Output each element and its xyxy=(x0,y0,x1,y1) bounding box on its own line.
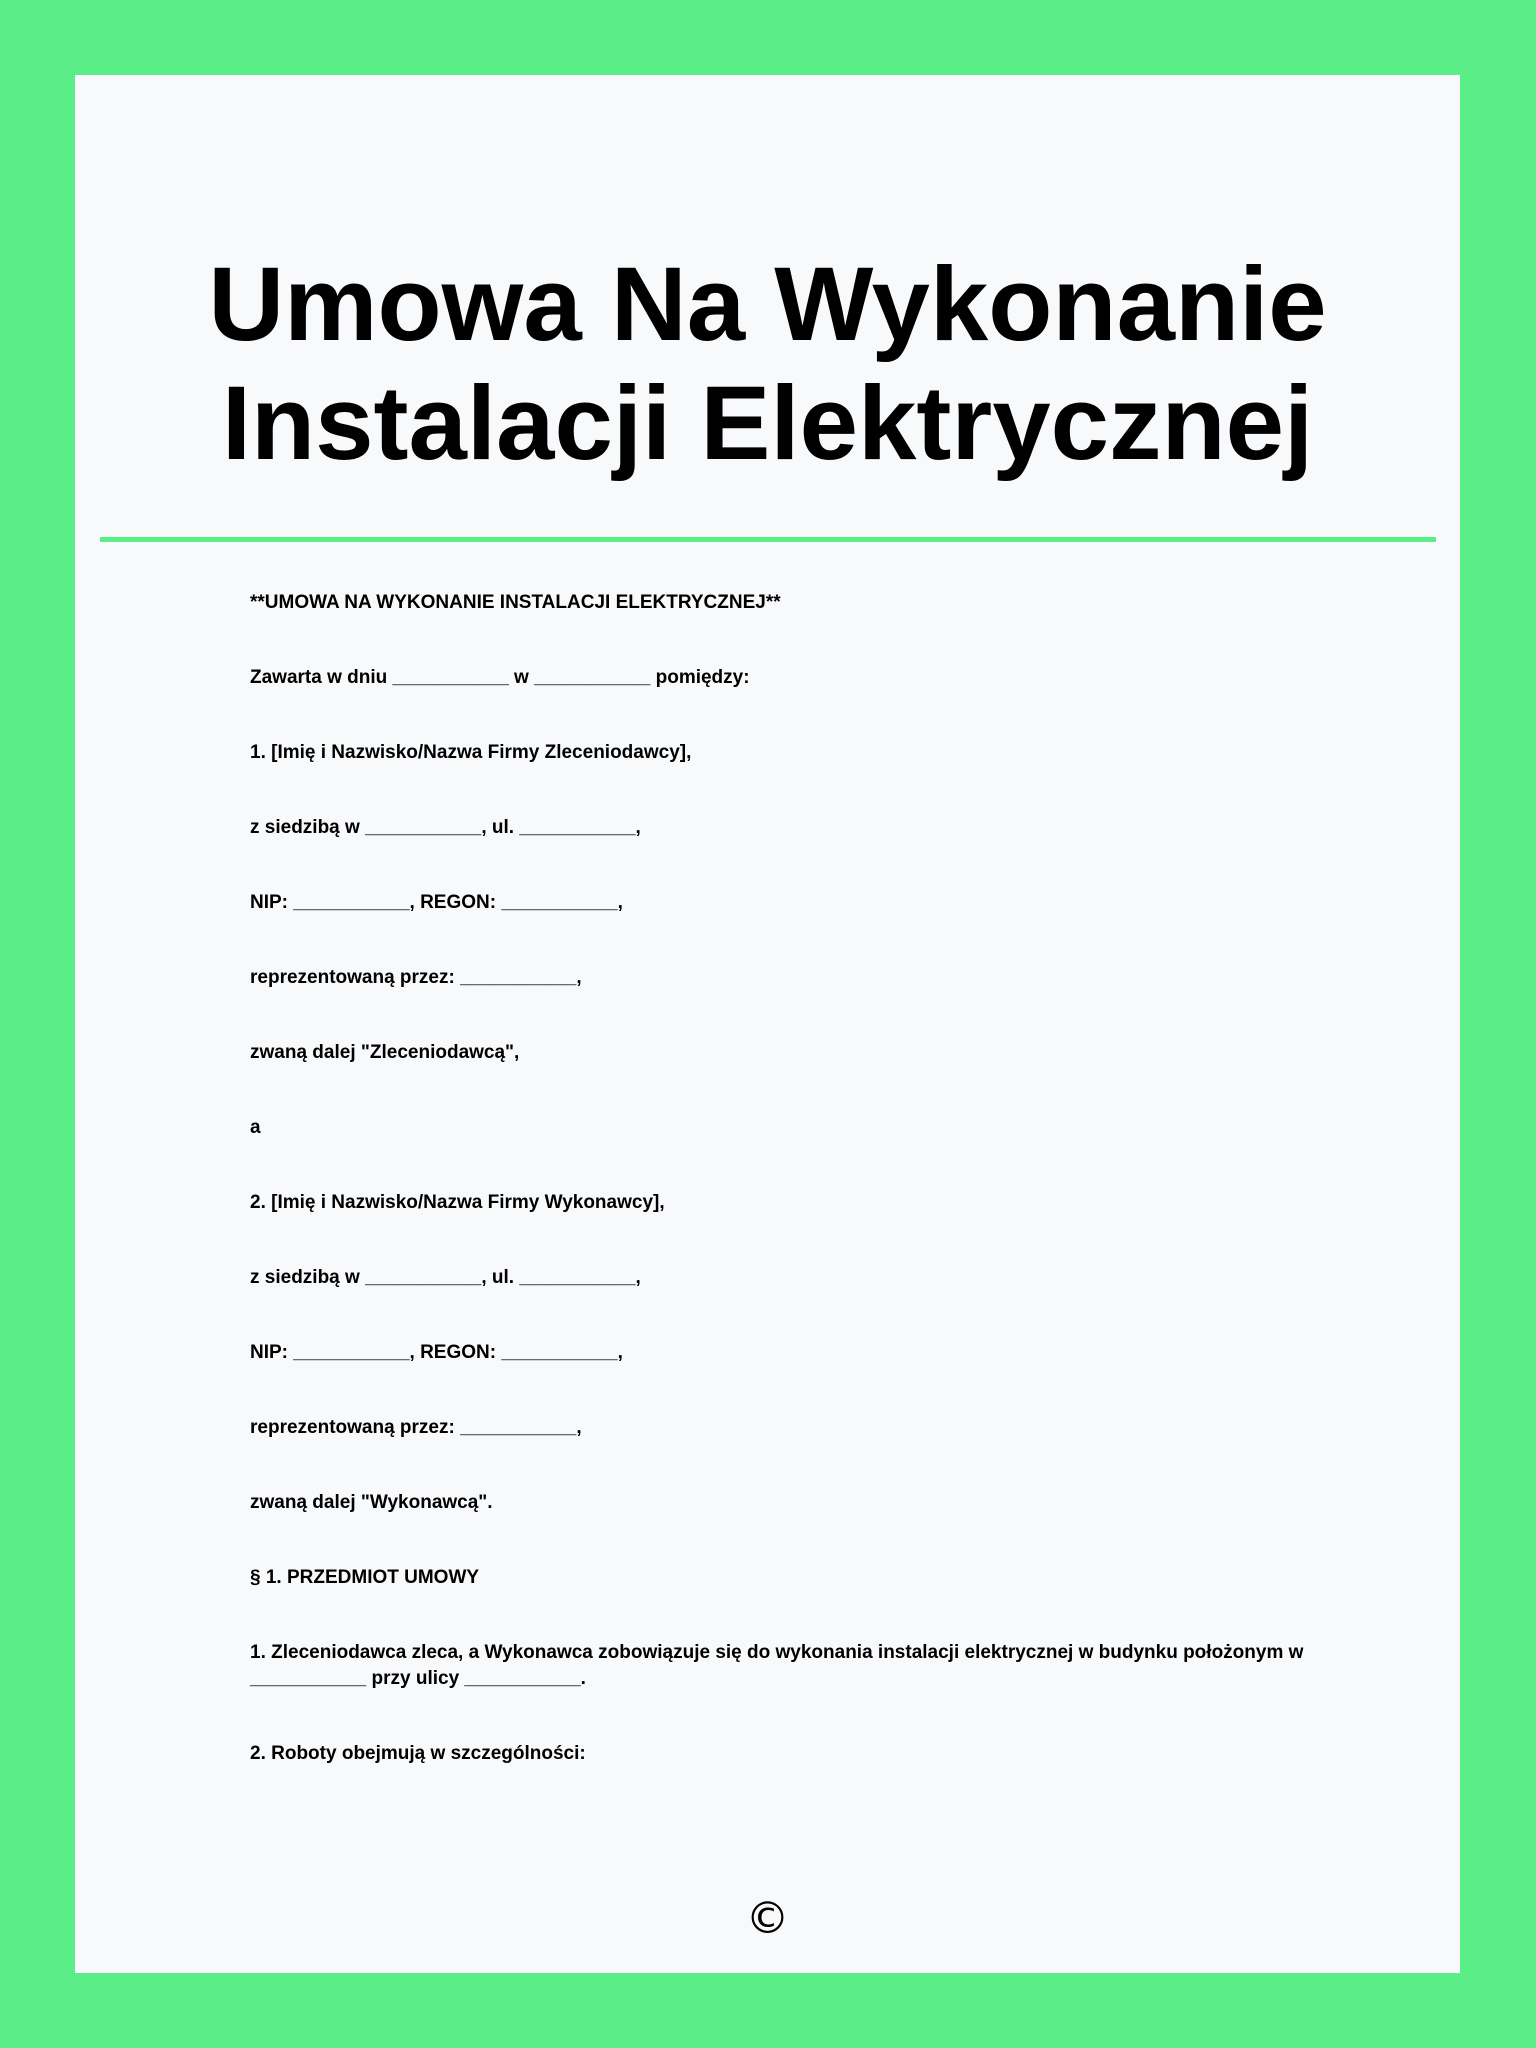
paragraph-party-2-representative: reprezentowaną przez: ___________, xyxy=(250,1417,582,1438)
contract-heading: **UMOWA NA WYKONANIE INSTALACJI ELEKTRYCZNEJ** xyxy=(250,592,781,613)
paragraph-party-2-alias: zwaną dalej "Wykonawcą". xyxy=(250,1492,493,1513)
paragraph-party-2-name: 2. [Imię i Nazwisko/Nazwa Firmy Wykonawcy], xyxy=(250,1192,665,1213)
section-1-clause-2: 2. Roboty obejmują w szczególności: xyxy=(250,1743,586,1764)
paragraph-party-1-name: 1. [Imię i Nazwisko/Nazwa Firmy Zleceniodawcy], xyxy=(250,742,692,763)
paragraph-party-1-representative: reprezentowaną przez: ___________, xyxy=(250,967,582,988)
document-body xyxy=(250,590,1320,1816)
paragraph-and: a xyxy=(250,1117,261,1138)
document-title xyxy=(75,245,1460,483)
paragraph-party-2-ids: NIP: ___________, REGON: ___________, xyxy=(250,1342,623,1363)
paragraph-party-1-alias: zwaną dalej "Zleceniodawcą", xyxy=(250,1042,520,1063)
paragraph-concluded-date: Zawarta w dniu ___________ w ___________ pomiędzy: xyxy=(250,667,750,688)
paragraph-party-2-address: z siedzibą w ___________, ul. ___________, xyxy=(250,1267,641,1288)
title-line-2: Instalacji Elektrycznej xyxy=(221,365,1314,482)
document-page xyxy=(75,75,1460,1973)
section-1-heading: § 1. PRZEDMIOT UMOWY xyxy=(250,1567,480,1588)
title-divider xyxy=(100,537,1436,542)
paragraph-party-1-address: z siedzibą w ___________, ul. ___________, xyxy=(250,817,641,838)
title-line-1: Umowa Na Wykonanie xyxy=(208,246,1327,363)
copyright-icon: © xyxy=(745,1893,790,1944)
section-1-clause-1: 1. Zleceniodawca zleca, a Wykonawca zobowiązuje się do wykonania instalacji elektrycznej w budynku położonym w ___________ przy ulicy ___________. xyxy=(250,1642,1309,1689)
paragraph-party-1-ids: NIP: ___________, REGON: ___________, xyxy=(250,892,623,913)
